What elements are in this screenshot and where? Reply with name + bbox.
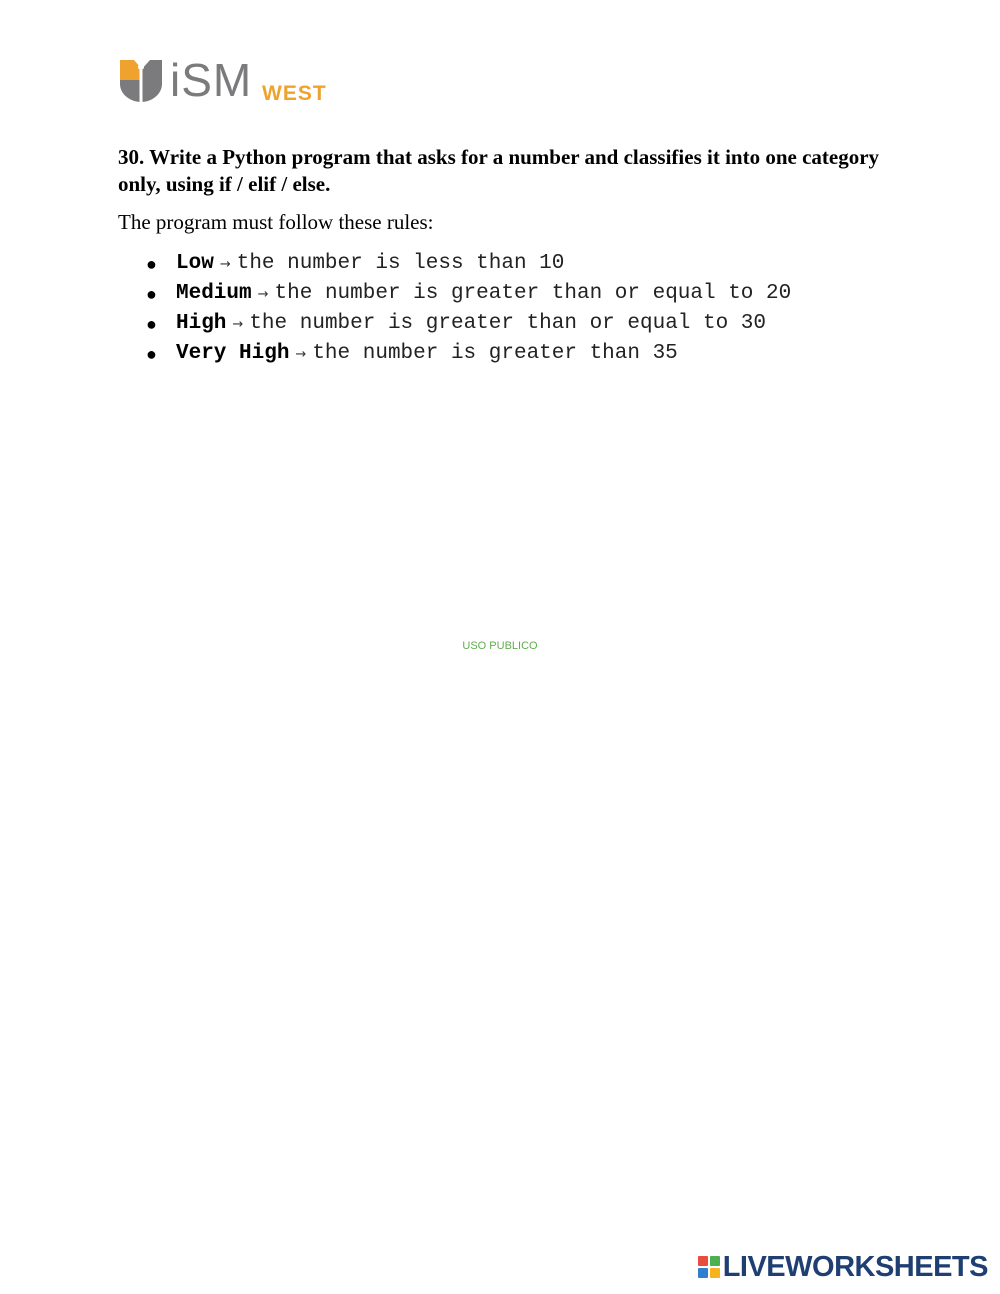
rules-list [118, 249, 791, 369]
ism-logo-mark-icon [118, 58, 164, 104]
rule-label: High [176, 312, 227, 335]
bullet-icon: ● [146, 254, 157, 274]
list-item [118, 339, 791, 369]
question-title: 30. Write a Python program that asks for a number and classifies it into one category only, using if / elif / else. [118, 145, 880, 196]
list-item [118, 309, 791, 339]
rule-description: the number is greater than or equal to 30 [249, 312, 767, 335]
rule-description: the number is less than 10 [236, 252, 565, 275]
logo-wordmark: iSM [170, 54, 253, 106]
arrow-right-icon: → [295, 347, 307, 362]
rule-label: Medium [176, 282, 252, 305]
rule-label: Very High [176, 342, 290, 365]
question-intro: The program must follow these rules: [118, 210, 434, 234]
bullet-icon: ● [146, 284, 157, 304]
ism-west-logo [118, 54, 338, 106]
list-item [118, 279, 791, 309]
bullet-icon: ● [146, 344, 157, 364]
arrow-right-icon: → [257, 287, 269, 302]
list-item [118, 249, 791, 279]
arrow-right-icon: → [219, 257, 231, 272]
bullet-icon: ● [146, 314, 157, 334]
liveworksheets-logo-icon [698, 1256, 720, 1278]
classification-label: USO PUBLICO [462, 640, 538, 652]
arrow-right-icon: → [232, 317, 244, 332]
logo-subtext: WEST [262, 82, 327, 105]
rule-description: the number is greater than or equal to 20 [274, 282, 792, 305]
rule-label: Low [176, 252, 214, 275]
brand-name: LIVEWORKSHEETS [722, 1251, 988, 1283]
liveworksheets-brand[interactable] [698, 1252, 988, 1282]
rule-description: the number is greater than 35 [312, 342, 678, 365]
